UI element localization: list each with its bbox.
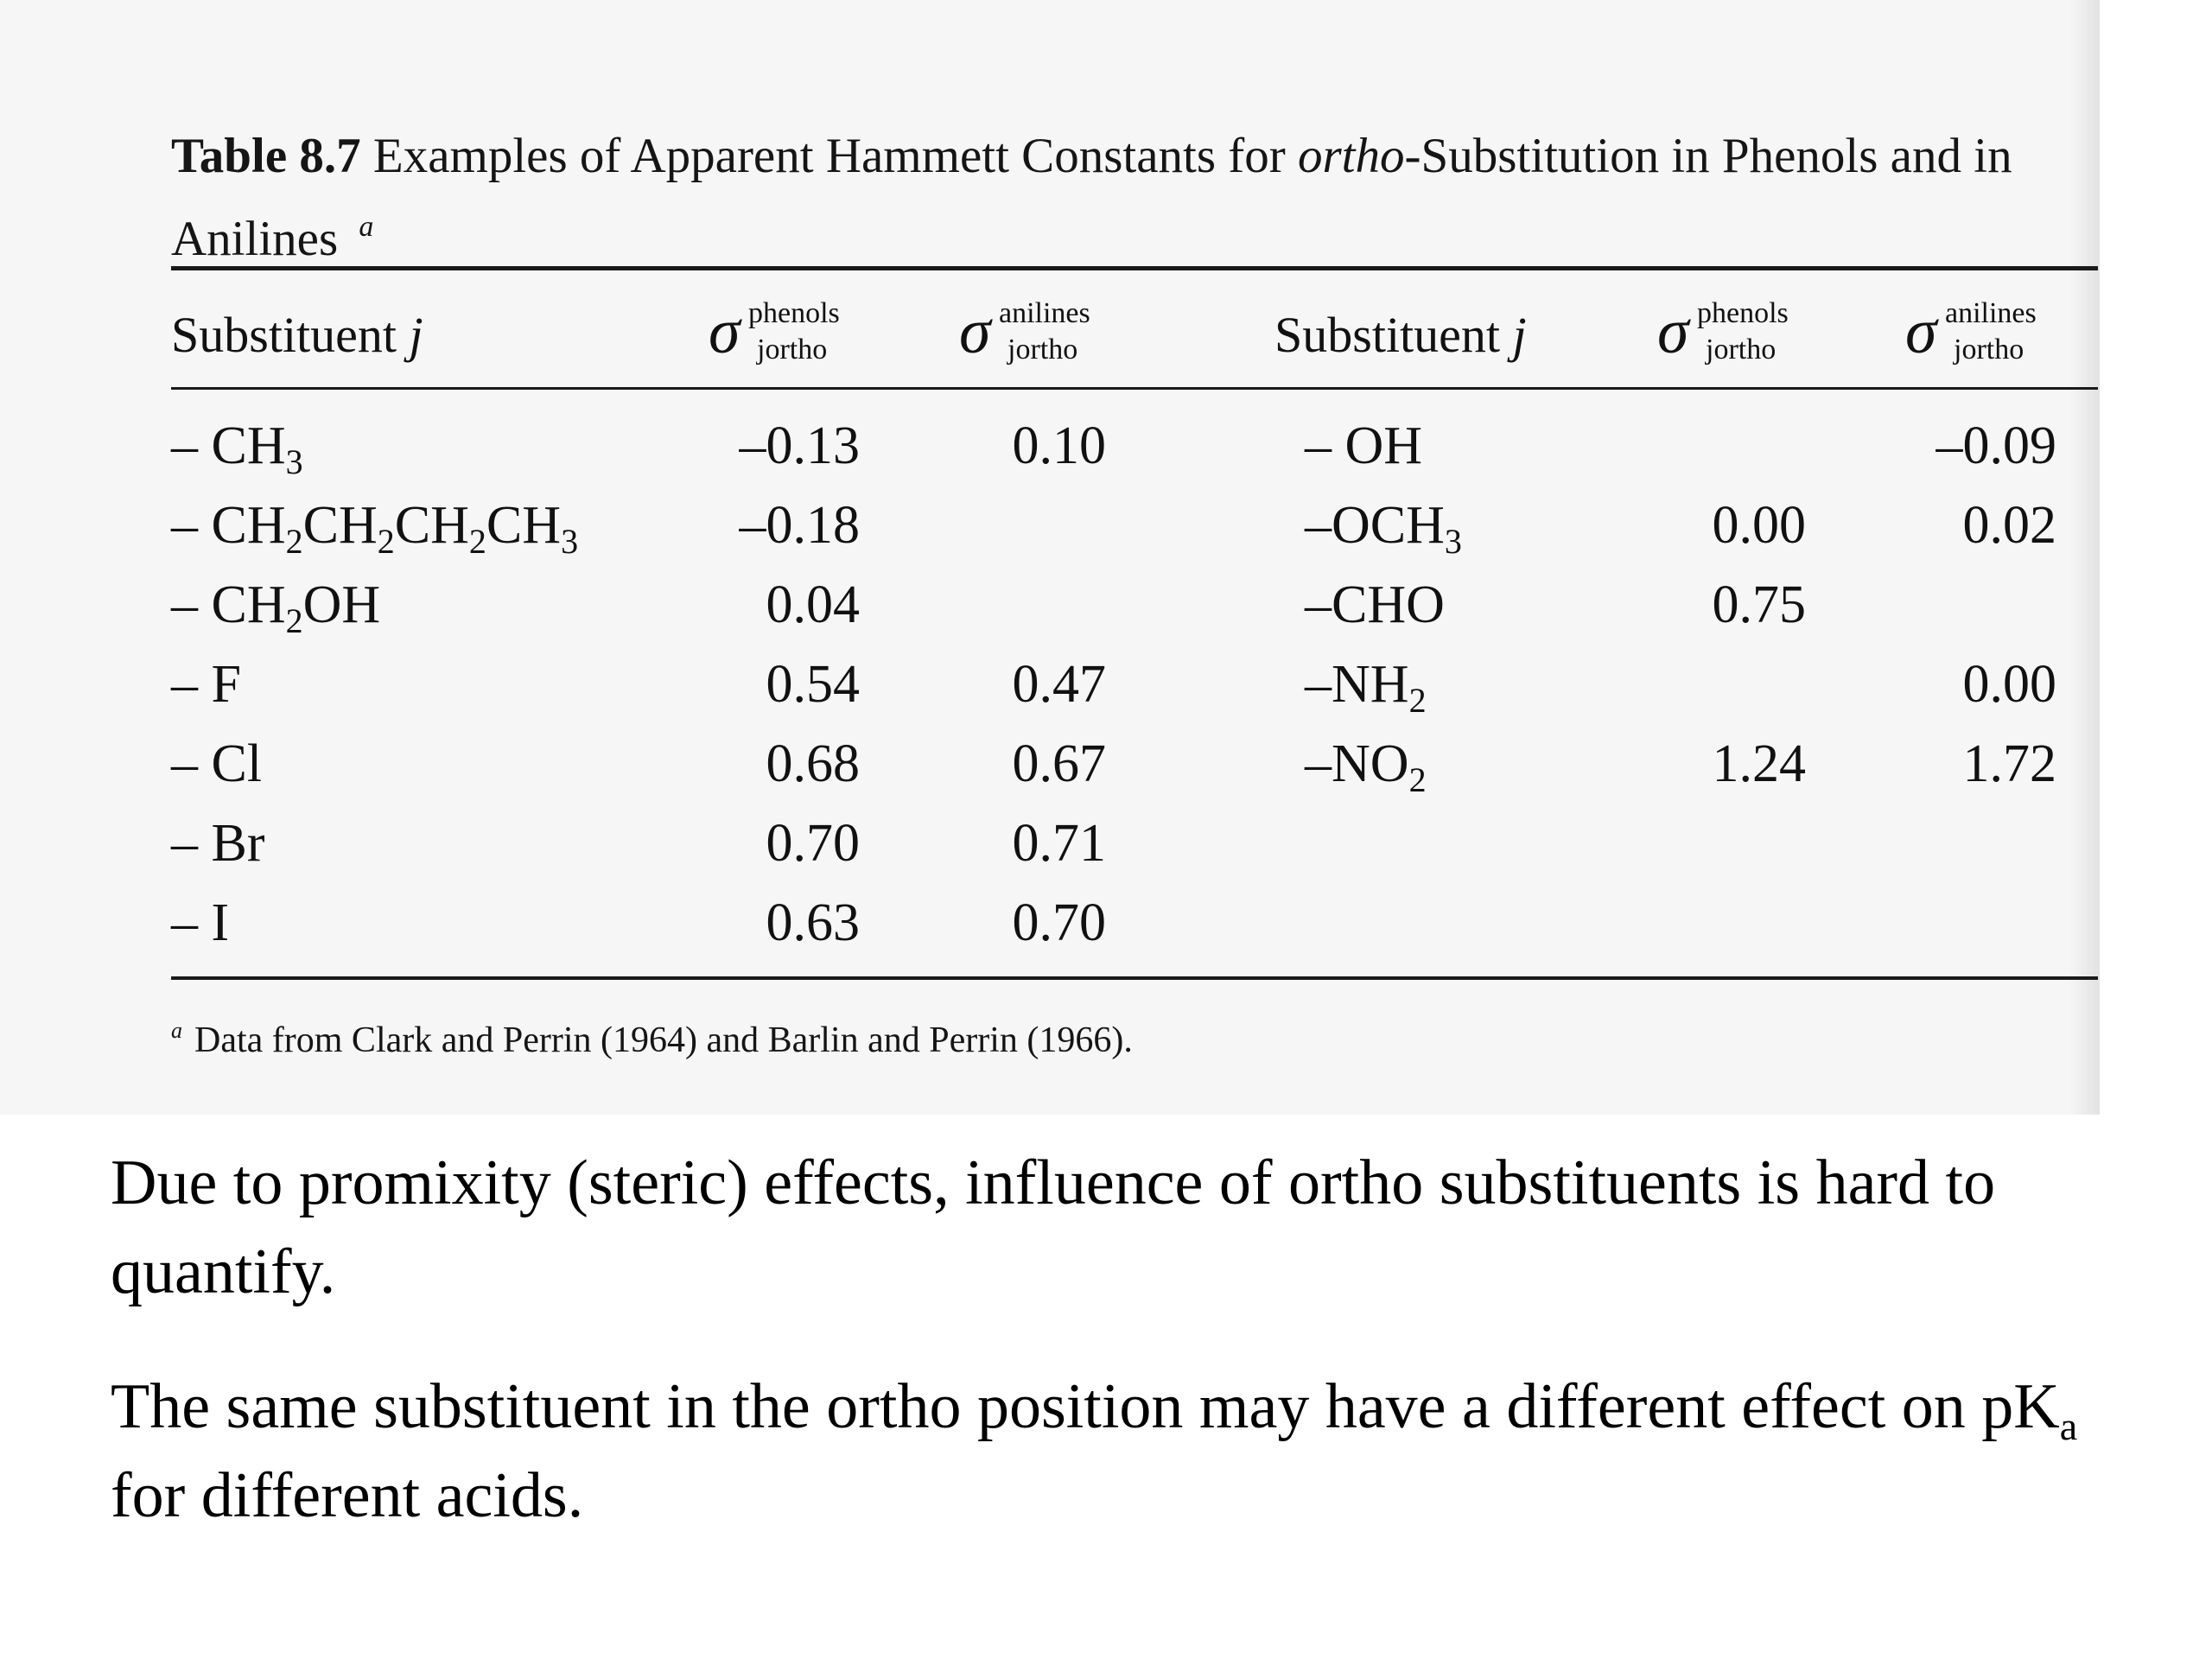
sigma-phenols-left-value: –0.18 — [739, 496, 860, 555]
sigma-anilines-left-value: 0.70 — [1012, 893, 1106, 952]
footnote-text: Data from Clark and Perrin (1964) and Barlin and Perrin (1966). — [194, 1020, 1133, 1060]
substituent-right: $-NH_2$ — [1305, 655, 1427, 720]
substituent-left: – $CH_2OH$ — [171, 575, 381, 640]
table-row — [0, 883, 2100, 963]
sigma-phenols-right-value: 1.24 — [1712, 734, 1806, 793]
substituent-right: – OH — [1305, 416, 1423, 475]
sigma-phenols-left-value: 0.54 — [766, 655, 860, 714]
header-sigma-phenols-left: σ phenols jortho — [709, 296, 840, 367]
sigma-anilines-right-value: 0.02 — [1962, 496, 2056, 555]
substituent-left: – I — [171, 893, 230, 952]
table-row — [0, 724, 2100, 804]
substituent-right: $-OCH_3$ — [1305, 496, 1462, 561]
substituent-left: – $CH_2CH_2CH_2CH_3$ — [171, 496, 579, 561]
paragraph-steric-effects: Due to promixity (steric) effects, influence of ortho substituents is hard to quantify. — [111, 1147, 1996, 1307]
substituent-left: – F — [171, 655, 241, 714]
sigma-phenols-left-value: –0.13 — [739, 416, 860, 475]
table-header-rule — [171, 387, 2098, 390]
table-row — [0, 804, 2100, 883]
sigma-anilines-left-value: 0.47 — [1012, 655, 1106, 714]
sigma-anilines-right-value: –0.09 — [1936, 416, 2056, 475]
table-caption-italic: ortho — [1298, 129, 1405, 183]
table-footnote — [171, 1001, 1133, 1071]
header-sigma-anilines-right: σ anilines jortho — [1905, 296, 2037, 367]
sigma-anilines-left-value: 0.10 — [1012, 416, 1106, 475]
sigma-phenols-left-value: 0.63 — [766, 893, 860, 952]
sigma-phenols-left-value: 0.68 — [766, 734, 860, 793]
sigma-phenols-right-value: 0.75 — [1712, 575, 1806, 634]
table-bottom-rule — [171, 976, 2098, 980]
table-caption-text: Examples of Apparent Hammett Constants for — [372, 129, 1286, 183]
caption-footnote-marker: a — [359, 211, 374, 243]
table-row — [0, 645, 2100, 724]
table-caption-label: Table 8.7 — [171, 129, 361, 183]
sigma-anilines-right-value: 0.00 — [1962, 655, 2056, 714]
header-sigma-phenols-right: σ phenols jortho — [1657, 296, 1789, 367]
sigma-phenols-right-value: 0.00 — [1712, 496, 1806, 555]
table-caption-text-end: -Substitution in Phenols and in Anilines — [171, 129, 2012, 266]
substituent-left: – $CH_3$ — [171, 416, 303, 481]
sigma-phenols-left-value: 0.70 — [766, 814, 860, 873]
table-row — [0, 565, 2100, 645]
sigma-anilines-left-value: 0.71 — [1012, 814, 1106, 873]
table-top-rule — [171, 266, 2098, 270]
table-caption — [171, 121, 2029, 275]
sigma-anilines-left-value: 0.67 — [1012, 734, 1106, 793]
table-row — [0, 486, 2100, 565]
footnote-marker: a — [171, 1018, 182, 1043]
substituent-right: –CHO — [1305, 575, 1445, 634]
table-row — [0, 406, 2100, 486]
sigma-phenols-left-value: 0.04 — [766, 575, 860, 634]
substituent-left: – Br — [171, 814, 265, 873]
paragraph-pka-effect: The same substituent in the ortho position may have a different effect on $pK_a$ for different acids. — [111, 1371, 2078, 1531]
sigma-anilines-right-value: 1.72 — [1962, 734, 2056, 793]
header-substituent-right: Substituent j — [1274, 307, 1527, 363]
substituent-right: $-NO_2$ — [1305, 734, 1427, 799]
header-substituent-left: Substituent j — [171, 307, 423, 363]
substituent-left: – Cl — [171, 734, 263, 793]
header-sigma-anilines-left: σ anilines jortho — [959, 296, 1090, 367]
